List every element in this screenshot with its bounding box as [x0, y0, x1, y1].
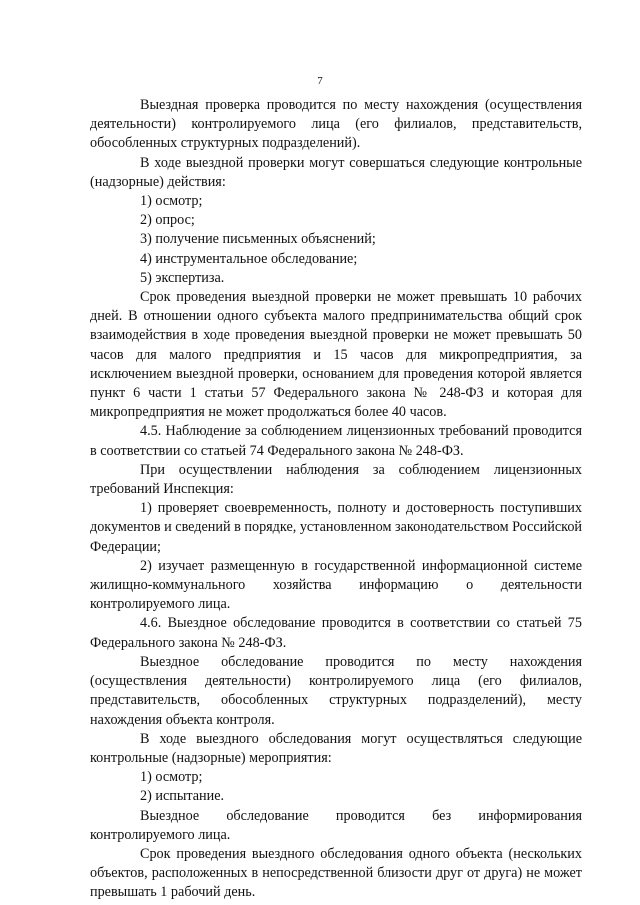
paragraph-inspection-place: Выездная проверка проводится по месту нахождения (осуществления деятельности) контролируемого лица (его филиалов, представительств, обособленных структурных подразделений). — [90, 97, 582, 152]
paragraph-4-6-duration: Срок проведения выездного обследования одного объекта (нескольких объектов, расположенных в непосредственной близости друг от друга) не может превышать 1 рабочий день. — [90, 845, 582, 901]
document-body — [90, 96, 582, 903]
paragraph-4-5-item-1: 1) проверяет своевременность, полноту и достоверность поступивших документов и сведений в порядке, установленном законодательством Российской Федерации; — [90, 500, 583, 555]
paragraph-4-5-item-2: 2) изучает размещенную в государственной информационной системе жилищно-коммунального хозяйства информацию о деятельности контролируемого лица. — [90, 557, 582, 613]
paragraph-4-6-no-notice: Выездное обследование проводится без информирования контролируемого лица. — [90, 807, 582, 843]
page-number: 7 — [317, 75, 323, 87]
list-item-survey-measure: 1) осмотр; — [140, 769, 203, 786]
list-item-inspection-action: 1) осмотр; — [140, 193, 203, 210]
list-item-inspection-action: 5) экспертиза. — [140, 269, 225, 286]
paragraph-inspection-actions-intro: В ходе выездной проверки могут совершаться следующие контрольные (надзорные) действия: — [90, 154, 582, 190]
paragraph-inspection-duration: Срок проведения выездной проверки не может превышать 10 рабочих дней. В отношении одного субъекта малого предпринимательства общий срок взаимодействия в ходе проведения выездной проверки не может превышать 50 часов для малого предприятия и 15 часов для микропредприятия, за исключением выездной проверки, основанием для проведения которой является пункт 6 части 1 статьи 57 Федерального закона № 248-ФЗ и которая для микропредприятия не может продолжаться более 40 часов. — [90, 289, 582, 421]
list-item-inspection-action: 3) получение письменных объяснений; — [140, 231, 376, 248]
paragraph-4-6-measures-intro: В ходе выездного обследования могут осуществляться следующие контрольные (надзорные) мероприятия: — [90, 730, 582, 766]
paragraph-4-5-observation: 4.5. Наблюдение за соблюдением лицензионных требований проводится в соответствии со статьей 74 Федерального закона № 248-ФЗ. — [90, 423, 582, 459]
paragraph-4-6-survey: 4.6. Выездное обследование проводится в соответствии со статьей 75 Федерального закона № 248-ФЗ. — [90, 615, 582, 651]
paragraph-4-6-survey-place: Выездное обследование проводится по месту нахождения (осуществления деятельности) контролируемого лица (его филиалов, представительств, обособленных структурных подразделений), месту нахождения объекта контроля. — [90, 653, 582, 728]
list-item-survey-measure: 2) испытание. — [140, 788, 225, 805]
list-item-inspection-action: 2) опрос; — [140, 212, 195, 229]
list-item-inspection-action: 4) инструментальное обследование; — [140, 250, 358, 267]
paragraph-4-5-inspection-intro: При осуществлении наблюдения за соблюдением лицензионных требований Инспекция: — [90, 461, 582, 498]
